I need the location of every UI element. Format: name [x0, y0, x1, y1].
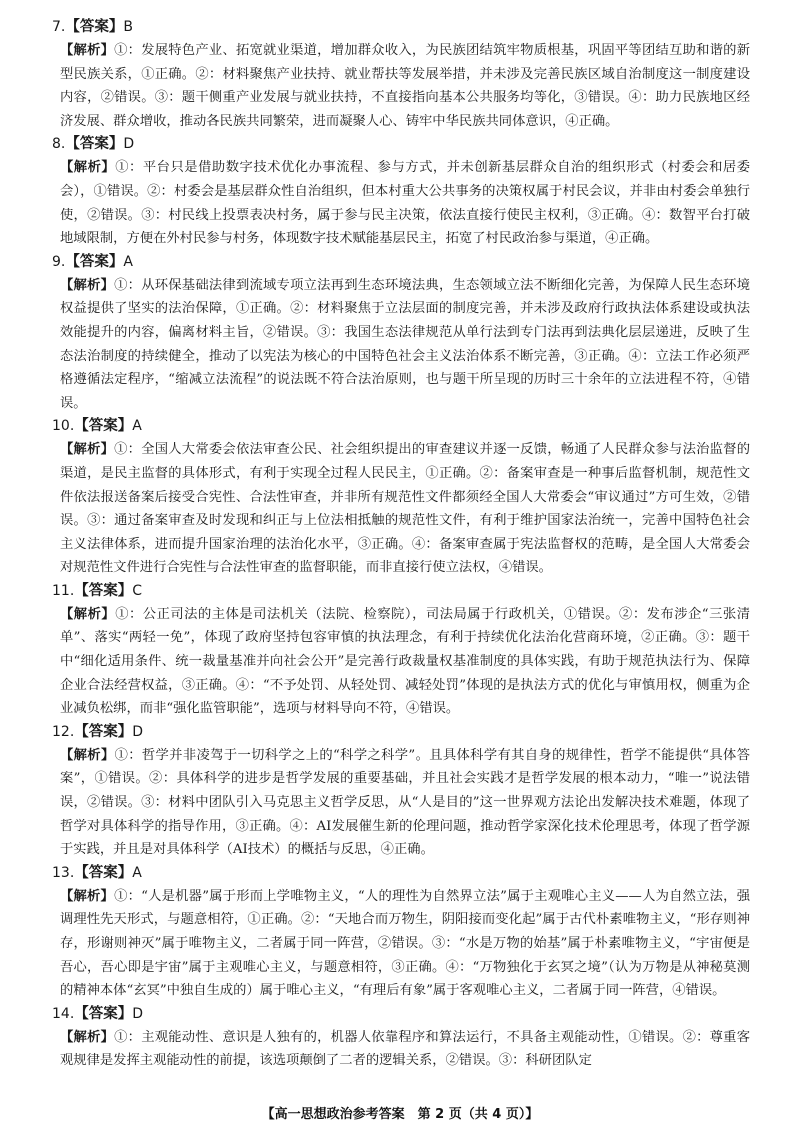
answer-letter: A — [132, 864, 142, 881]
answer-line — [52, 415, 750, 437]
page-footer: 【高一思想政治参考答案 第 2 页（共 4 页）】 — [261, 1107, 539, 1122]
answer-tag: 【答案】 — [65, 136, 124, 153]
question-number: 11. — [52, 582, 75, 599]
answer-letter: D — [132, 1005, 144, 1022]
question-number: 7. — [52, 19, 66, 35]
answer-tag: 【答案】 — [74, 864, 133, 881]
analysis-tag: 【解析】 — [60, 606, 116, 622]
question-block — [52, 133, 750, 250]
answer-tag: 【答案】 — [74, 1005, 133, 1022]
question-number: 12. — [52, 723, 75, 740]
analysis-text: ①：全国人大常委会依法审查公民、社会组织提出的审查建议并逐一反馈，畅通了人民群众参与法治监督的渠道，是民主监督的具体形式，有利于实现全过程人民民主，①正确。②：备案审查是一种事后监督机制，规范性文件依法报送备案后接受合宪性、合法性审查，并非所有规范性文件都须经全国人大常委会“审议通过”方可生效，②错误。③：通过备案审查及时发现和纠正与上位法相抵触的规范性文件，有利于维护国家法治统一，完善中国特色社会主义法律体系，进而提升国家治理的法治化水平，③正确。④：备案审查属于宪法监督权的范畴，是全国人大常委会对规范性文件进行合宪性与合法性审查的监督职能，而非直接行使立法权，④错误。 — [60, 442, 751, 576]
answer-letter: A — [132, 418, 142, 435]
analysis-paragraph — [52, 603, 750, 721]
analysis-text: ①：发展特色产业、拓宽就业渠道，增加群众收入，为民族团结筑牢物质根基，巩固平等团结互助和谐的新型民族关系，①正确。②：材料聚焦产业扶持、就业帮扶等发展举措，并未涉及完善民族区域自治制度这一制度建设内容，②错误。③：题干侧重产业发展与就业扶持，不直接指向基本公共服务均等化，③错误。④：助力民族地区经济发展、群众增收，推动各民族共同繁荣，进而凝聚人心、铸牢中华民族共同体意识，④正确。 — [60, 43, 751, 129]
analysis-text: ①：平台只是借助数字技术优化办事流程、参与方式，并未创新基层群众自治的组织形式（村委会和居委会），①错误。②：村委会是基层群众性自治组织，但本村重大公共事务的决策权属于村民会议，并非由村委会单独行使，②错误。③：村民线上投票表决村务，属于参与民主决策，依法直接行使民主权利，③正确。④：数智平台打破地域限制，方便在外村民参与村务，体现数字技术赋能基层民主，拓宽了村民政治参与渠道，④正确。 — [60, 160, 751, 247]
analysis-paragraph — [52, 39, 750, 133]
analysis-tag: 【解析】 — [60, 1029, 115, 1045]
analysis-paragraph — [52, 1026, 750, 1073]
question-number: 14. — [52, 1005, 75, 1022]
analysis-tag: 【解析】 — [60, 442, 115, 458]
question-number: 10. — [52, 418, 75, 435]
analysis-tag: 【解析】 — [60, 277, 115, 293]
analysis-tag: 【解析】 — [60, 888, 115, 904]
question-block — [52, 580, 750, 721]
question-block — [52, 862, 750, 1003]
question-block — [52, 1003, 750, 1073]
answer-line — [52, 251, 750, 273]
answer-letter: A — [123, 253, 133, 270]
answer-tag: 【答案】 — [65, 19, 124, 35]
analysis-text: ①：主观能动性、意识是人独有的，机器人依靠程序和算法运行，不具备主观能动性，①错误。②：尊重客观规律是发挥主观能动性的前提，该选项颠倒了二者的逻辑关系，②错误。③：科研团队定 — [60, 1029, 751, 1069]
answer-tag: 【答案】 — [74, 723, 133, 740]
analysis-tag: 【解析】 — [60, 43, 115, 58]
analysis-paragraph — [52, 156, 750, 250]
question-number: 8. — [52, 136, 66, 153]
analysis-text: ①：公正司法的主体是司法机关（法院、检察院），司法局属于行政机关，①错误。②：发布涉企“三张清单”、落实“两轻一免”，体现了政府坚持包容审慎的执法理念，有利于持续优化法治化营商环境，②正确。③：题干中“细化适用条件、统一裁量基准并向社会公开”是完善行政裁量权基准制度的具体实践，有助于规范执法行为、保障企业合法经营权益，③正确。④：“不予处罚、从轻处罚、减轻处罚”体现的是执法方式的优化与审慎用权，侧重为企业减负松绑，而非“强化监管职能”，选项与材料导向不符，④错误。 — [60, 606, 750, 717]
analysis-paragraph — [52, 744, 750, 862]
analysis-text: ①：从环保基础法律到流域专项立法再到生态环境法典，生态领域立法不断细化完善，为保障人民生态环境权益提供了坚实的法治保障，①正确。②：材料聚焦于立法层面的制度完善，并未涉及政府行政执法体系建设或执法效能提升的内容，偏离材料主旨，②错误。③：我国生态法律规范从单行法到专门法再到法典化层层递进，反映了生态法治制度的持续健全，推动了以宪法为核心的中国特色社会主义法治体系不断完善，③正确。④：立法工作必须严格遵循法定程序，“缩减立法流程”的说法既不符合法治原则，也与题干所呈现的历时三十余年的立法进程不符，④错误。 — [60, 277, 751, 411]
question-number: 9. — [52, 253, 66, 270]
answer-line — [52, 862, 750, 884]
answer-tag: 【答案】 — [74, 582, 133, 599]
question-block — [52, 415, 750, 580]
answer-tag: 【答案】 — [65, 253, 124, 270]
analysis-text: ①：哲学并非凌驾于一切科学之上的“科学之科学”。且具体科学有其自身的规律性，哲学不能提供“具体答案”，①错误。②：具体科学的进步是哲学发展的重要基础，并且社会实践才是哲学发展的根本动力，“唯一”说法错误，②错误。③：材料中团队引入马克思主义哲学反思，从“人是目的”这一世界观方法论出发解决技术难题，体现了哲学对具体科学的指导作用，③正确。④：AI发展催生新的伦理问题，推动哲学家深化技术伦理思考，体现了哲学源于实践，并且是对具体科学（AI技术）的概括与反思，④正确。 — [60, 747, 750, 858]
answer-letter: B — [123, 19, 133, 35]
answer-letter: D — [123, 136, 135, 153]
answer-letter: C — [132, 582, 143, 599]
question-block — [52, 251, 750, 416]
answer-line — [52, 721, 750, 743]
analysis-text: ①：“人是机器”属于形而上学唯物主义，“人的理性为自然界立法”属于主观唯心主义——人为自然立法，强调理性先天形式，与题意相符，①正确。②：“天地合而万物生，阴阳接而变化起”属于古代朴素唯物主义，“形存则神存，形谢则神灭”属于唯物主义，二者属于同一阵营，②错误。③：“水是万物的始基”属于朴素唯物主义，“宇宙便是吾心，吾心即是宇宙”属于主观唯心主义，与题意相符，③正确。④：“万物独化于玄冥之境”（认为万物是从神秘莫测的精神本体“玄冥”中独自生成的）属于唯心主义，“有理后有象”属于客观唯心主义，二者属于同一阵营，④错误。 — [60, 888, 750, 999]
answer-line — [52, 580, 750, 602]
answer-line — [52, 1003, 750, 1025]
analysis-paragraph — [52, 438, 750, 580]
analysis-paragraph — [52, 274, 750, 416]
question-block — [52, 721, 750, 862]
answer-tag: 【答案】 — [74, 418, 133, 435]
analysis-paragraph — [52, 885, 750, 1003]
answer-line — [52, 16, 750, 38]
question-number: 13. — [52, 864, 75, 881]
question-list — [52, 16, 750, 1073]
answer-letter: D — [132, 723, 144, 740]
answer-line — [52, 133, 750, 155]
analysis-tag: 【解析】 — [60, 747, 115, 763]
question-block — [52, 16, 750, 133]
analysis-tag: 【解析】 — [60, 160, 116, 176]
